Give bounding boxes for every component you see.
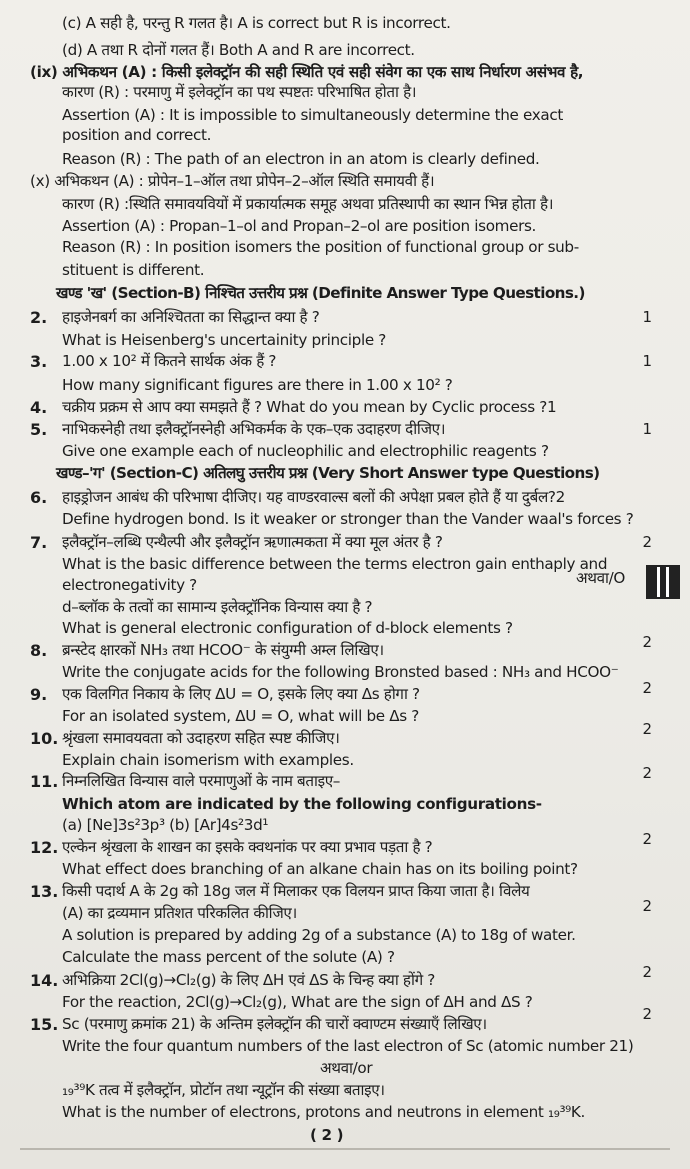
question-15-hi: Sc (परमाणु क्रमांक 21) के अन्तिम इलेक्ट्रॉन की चारों क्वाण्टम संख्याएँ लिखिए। (62, 1015, 487, 1033)
question-10-hi: श्रृंखला समावयवता को उदाहरण सहित स्पष्ट कीजिए। (62, 729, 340, 747)
question-12-marks: 2 (642, 830, 652, 848)
question-4-number: 4. (30, 398, 48, 417)
option-c: (c) A सही है, परन्तु R गलत है। A is correct but R is incorrect. (62, 14, 451, 32)
question-2-hi: हाइजेनबर्ग का अनिश्चितता का सिद्धान्त क्या है ? (62, 308, 320, 326)
question-5-en: Give one example each of nucleophilic and electrophilic reagents ? (62, 442, 549, 460)
page-number: ( 2 ) (310, 1126, 344, 1144)
question-5-marks: 1 (642, 420, 652, 438)
question-3-number: 3. (30, 352, 48, 371)
question-5-hi: नाभिकस्नेही तथा इलैक्ट्रॉनस्नेही अभिकर्मक के एक–एक उदाहरण दीजिए। (62, 420, 446, 438)
question-11-number: 11. (30, 772, 59, 791)
question-8-marks: 2 (642, 633, 652, 651)
question-6-number: 6. (30, 488, 48, 507)
question-3-marks: 1 (642, 352, 652, 370)
or-label: अथवा/O (576, 569, 626, 587)
question-x-assertion-en: Assertion (A) : Propan–1–ol and Propan–2–ol are position isomers. (62, 217, 537, 235)
question-15-or-hi: ₁₉³⁹K तत्व में इलैक्ट्रॉन, प्रोटॉन तथा न्यूट्रॉन की संख्या बताइए। (62, 1081, 385, 1099)
question-9-hi: एक विलगित निकाय के लिए ΔU = O, इसके लिए क्या Δs होगा ? (62, 685, 420, 703)
question-9-number: 9. (30, 685, 48, 704)
question-13-number: 13. (30, 882, 59, 901)
question-2-en: What is Heisenberg's uncertainity principle ? (62, 331, 387, 349)
question-3-hi: 1.00 x 10² में कितने सार्थक अंक हैं ? (62, 352, 277, 370)
question-x-reason-en-cont: stituent is different. (62, 261, 205, 279)
question-15-marks: 2 (642, 1005, 652, 1023)
question-14-hi: अभिक्रिया 2Cl(g)→Cl₂(g) के लिए ΔH एवं ΔS के चिन्ह क्या होंगे ? (62, 971, 435, 989)
section-b-heading: खण्ड 'ख' (Section-B) निश्चित उत्तरीय प्रश्न (Definite Answer Type Questions.) (56, 284, 585, 302)
question-x-reason-hi: कारण (R) :स्थिति समावयवियों में प्रकार्यात्मक समूह अथवा प्रतिस्थापी का स्थान भिन्न होता है। (62, 195, 554, 213)
question-x-reason-en: Reason (R) : In position isomers the position of functional group or sub- (62, 238, 579, 256)
question-7-number: 7. (30, 533, 48, 552)
question-11-hi: निम्नलिखित विन्यास वाले परमाणुओं के नाम बताइए– (62, 772, 340, 790)
question-7-hi: इलैक्ट्रॉन–लब्धि एन्थैल्पी और इलैक्ट्रॉन ऋणात्मकता में क्या मूल अंतर है ? (62, 533, 443, 551)
question-9-marks: 2 (642, 679, 652, 697)
question-12-hi: एल्केन श्रृंखला के शाखन का इसके क्वथनांक पर क्या प्रभाव पड़ता है ? (62, 838, 433, 856)
question-8-hi: ब्रन्स्टेद क्षारकों NH₃ तथा HCOO⁻ के संयुग्मी अम्ल लिखिए। (62, 641, 384, 659)
question-7-marks: 2 (642, 533, 652, 551)
question-10-en: Explain chain isomerism with examples. (62, 751, 354, 769)
question-15-or-en: What is the number of electrons, protons and neutrons in element ₁₉³⁹K. (62, 1103, 586, 1121)
question-ix-reason-hi: कारण (R) : परमाणु में इलेक्ट्रॉन का पथ स्पष्टतः परिभाषित होता है। (62, 83, 417, 101)
question-8-number: 8. (30, 641, 48, 660)
question-9-en: For an isolated system, ΔU = O, what will be Δs ? (62, 707, 419, 725)
qr-code-icon (648, 567, 678, 597)
question-11-marks: 2 (642, 764, 652, 782)
question-ix-assertion-en-cont: position and correct. (62, 126, 212, 144)
question-13-en-cont: Calculate the mass percent of the solute (A) ? (62, 948, 395, 966)
question-ix-assertion-hi: (ix) अभिकथन (A) : किसी इलेक्ट्रॉन की सही स्थिति एवं सही संवेग का एक साथ निर्धारण असंभव है, (30, 63, 584, 81)
question-10-number: 10. (30, 729, 59, 748)
page-bottom-rule (20, 1148, 670, 1150)
or-divider: अथवा/or (320, 1059, 373, 1077)
question-2-marks: 1 (642, 308, 652, 326)
question-8-en: Write the conjugate acids for the following Bronsted based : NH₃ and HCOO⁻ (62, 663, 619, 681)
option-d: (d) A तथा R दोनों गलत हैं। Both A and R are incorrect. (62, 41, 415, 59)
question-7-or-en: What is general electronic configuration of d-block elements ? (62, 619, 513, 637)
question-6-en: Define hydrogen bond. Is it weaker or stronger than the Vander waal's forces ? (62, 510, 634, 528)
question-13-en: A solution is prepared by adding 2g of a substance (A) to 18g of water. (62, 926, 576, 944)
question-ix-reason-en: Reason (R) : The path of an electron in an atom is clearly defined. (62, 150, 540, 168)
question-6-hi: हाइड्रोजन आबंध की परिभाषा दीजिए। यह वाण्डरवाल्स बलों की अपेक्षा प्रबल होते हैं या दुर्बल?2 (62, 488, 565, 506)
question-13-marks: 2 (642, 897, 652, 915)
question-12-en: What effect does branching of an alkane chain has on its boiling point? (62, 860, 578, 878)
question-7-en-cont: electronegativity ? (62, 576, 197, 594)
section-c-heading: खण्ड–'ग' (Section-C) अतिलघु उत्तरीय प्रश्न (Very Short Answer type Questions) (56, 464, 600, 482)
question-x-assertion-hi: (x) अभिकथन (A) : प्रोपेन–1–ऑल तथा प्रोपेन–2–ऑल स्थिति समायवी हैं। (30, 172, 435, 190)
question-5-number: 5. (30, 420, 48, 439)
question-11-options: (a) [Ne]3s²3p³ (b) [Ar]4s²3d¹ (62, 816, 269, 834)
question-12-number: 12. (30, 838, 59, 857)
question-4: चक्रीय प्रक्रम से आप क्या समझते हैं ? What do you mean by Cyclic process ?1 (62, 398, 557, 416)
question-14-en: For the reaction, 2Cl(g)→Cl₂(g), What are the sign of ΔH and ΔS ? (62, 993, 533, 1011)
question-3-en: How many significant figures are there in 1.00 x 10² ? (62, 376, 453, 394)
question-ix-assertion-en: Assertion (A) : It is impossible to simultaneously determine the exact (62, 106, 563, 124)
question-7-en: What is the basic difference between the terms electron gain enthaply and (62, 555, 608, 573)
question-13-hi-cont: (A) का द्रव्यमान प्रतिशत परिकलित कीजिए। (62, 904, 297, 922)
question-10-marks: 2 (642, 720, 652, 738)
question-13-hi: किसी पदार्थ A के 2g को 18g जल में मिलाकर एक विलयन प्राप्त किया जाता है। विलेय (62, 882, 530, 900)
question-15-number: 15. (30, 1015, 59, 1034)
question-7-or-hi: d–ब्लॉक के तत्वों का सामान्य इलेक्ट्रॉनिक विन्यास क्या है ? (62, 598, 373, 616)
question-14-number: 14. (30, 971, 59, 990)
question-11-en: Which atom are indicated by the following configurations- (62, 795, 542, 813)
question-15-en: Write the four quantum numbers of the last electron of Sc (atomic number 21) (62, 1037, 634, 1055)
question-14-marks: 2 (642, 963, 652, 981)
question-2-number: 2. (30, 308, 48, 327)
